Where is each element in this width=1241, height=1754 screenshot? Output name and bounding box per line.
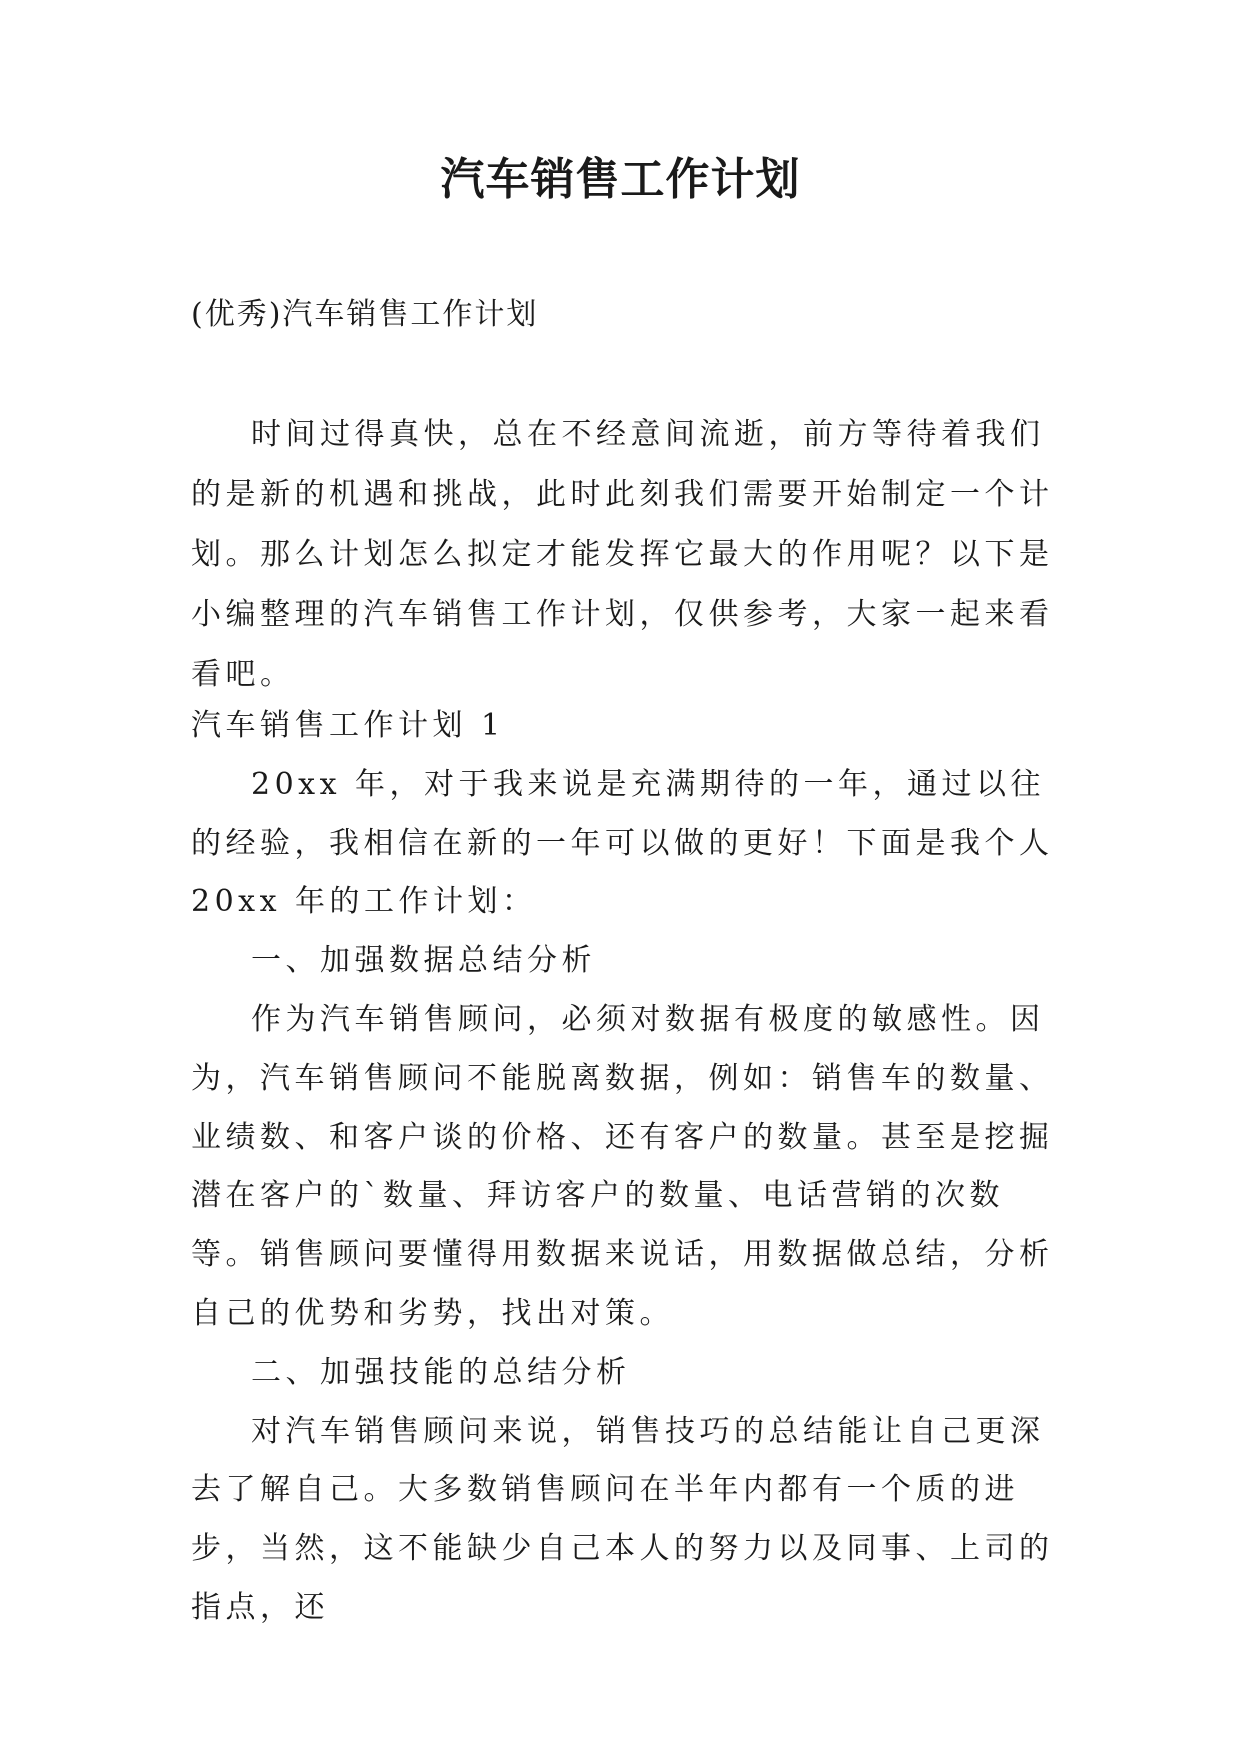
section-heading: 汽车销售工作计划 1 (191, 708, 505, 743)
body-paragraph: 20xx 年，对于我来说是充满期待的一年，通过以往的经验，我相信在新的一年可以做的更好！下面是我个人 20xx 年的工作计划： (191, 766, 1054, 920)
body-paragraph: 对汽车销售顾问来说，销售技巧的总结能让自己更深去了解自己。大多数销售顾问在半年内都有一个质的进步，当然，这不能缺少自己本人的努力以及同事、上司的指点，还 (191, 1413, 1054, 1625)
item-heading: 二、加强技能的总结分析 (251, 1354, 631, 1390)
intro-paragraph: 时间过得真快，总在不经意间流逝，前方等待着我们的是新的机遇和挑战，此时此刻我们需要开始制定一个计划。那么计划怎么拟定才能发挥它最大的作用呢？以下是小编整理的汽车销售工作计划，仅供参考，大家一起来看看吧。 (191, 417, 1054, 692)
document-title: 汽车销售工作计划 (440, 154, 801, 205)
body-paragraph: 作为汽车销售顾问，必须对数据有极度的敏感性。因为，汽车销售顾问不能脱离数据，例如：销售车的数量、业绩数、和客户谈的价格、还有客户的数量。甚至是挖掘潜在客户的`数量、拜访客户的数量、电话营销的次数等。销售顾问要懂得用数据来说话，用数据做总结，分析自己的优势和劣势，找出对策。 (191, 1001, 1054, 1331)
item-heading: 一、加强数据总结分析 (251, 943, 596, 979)
document-subtitle: (优秀)汽车销售工作计划 (191, 297, 539, 332)
intro-block (191, 405, 1063, 705)
body-block (191, 697, 1063, 1638)
